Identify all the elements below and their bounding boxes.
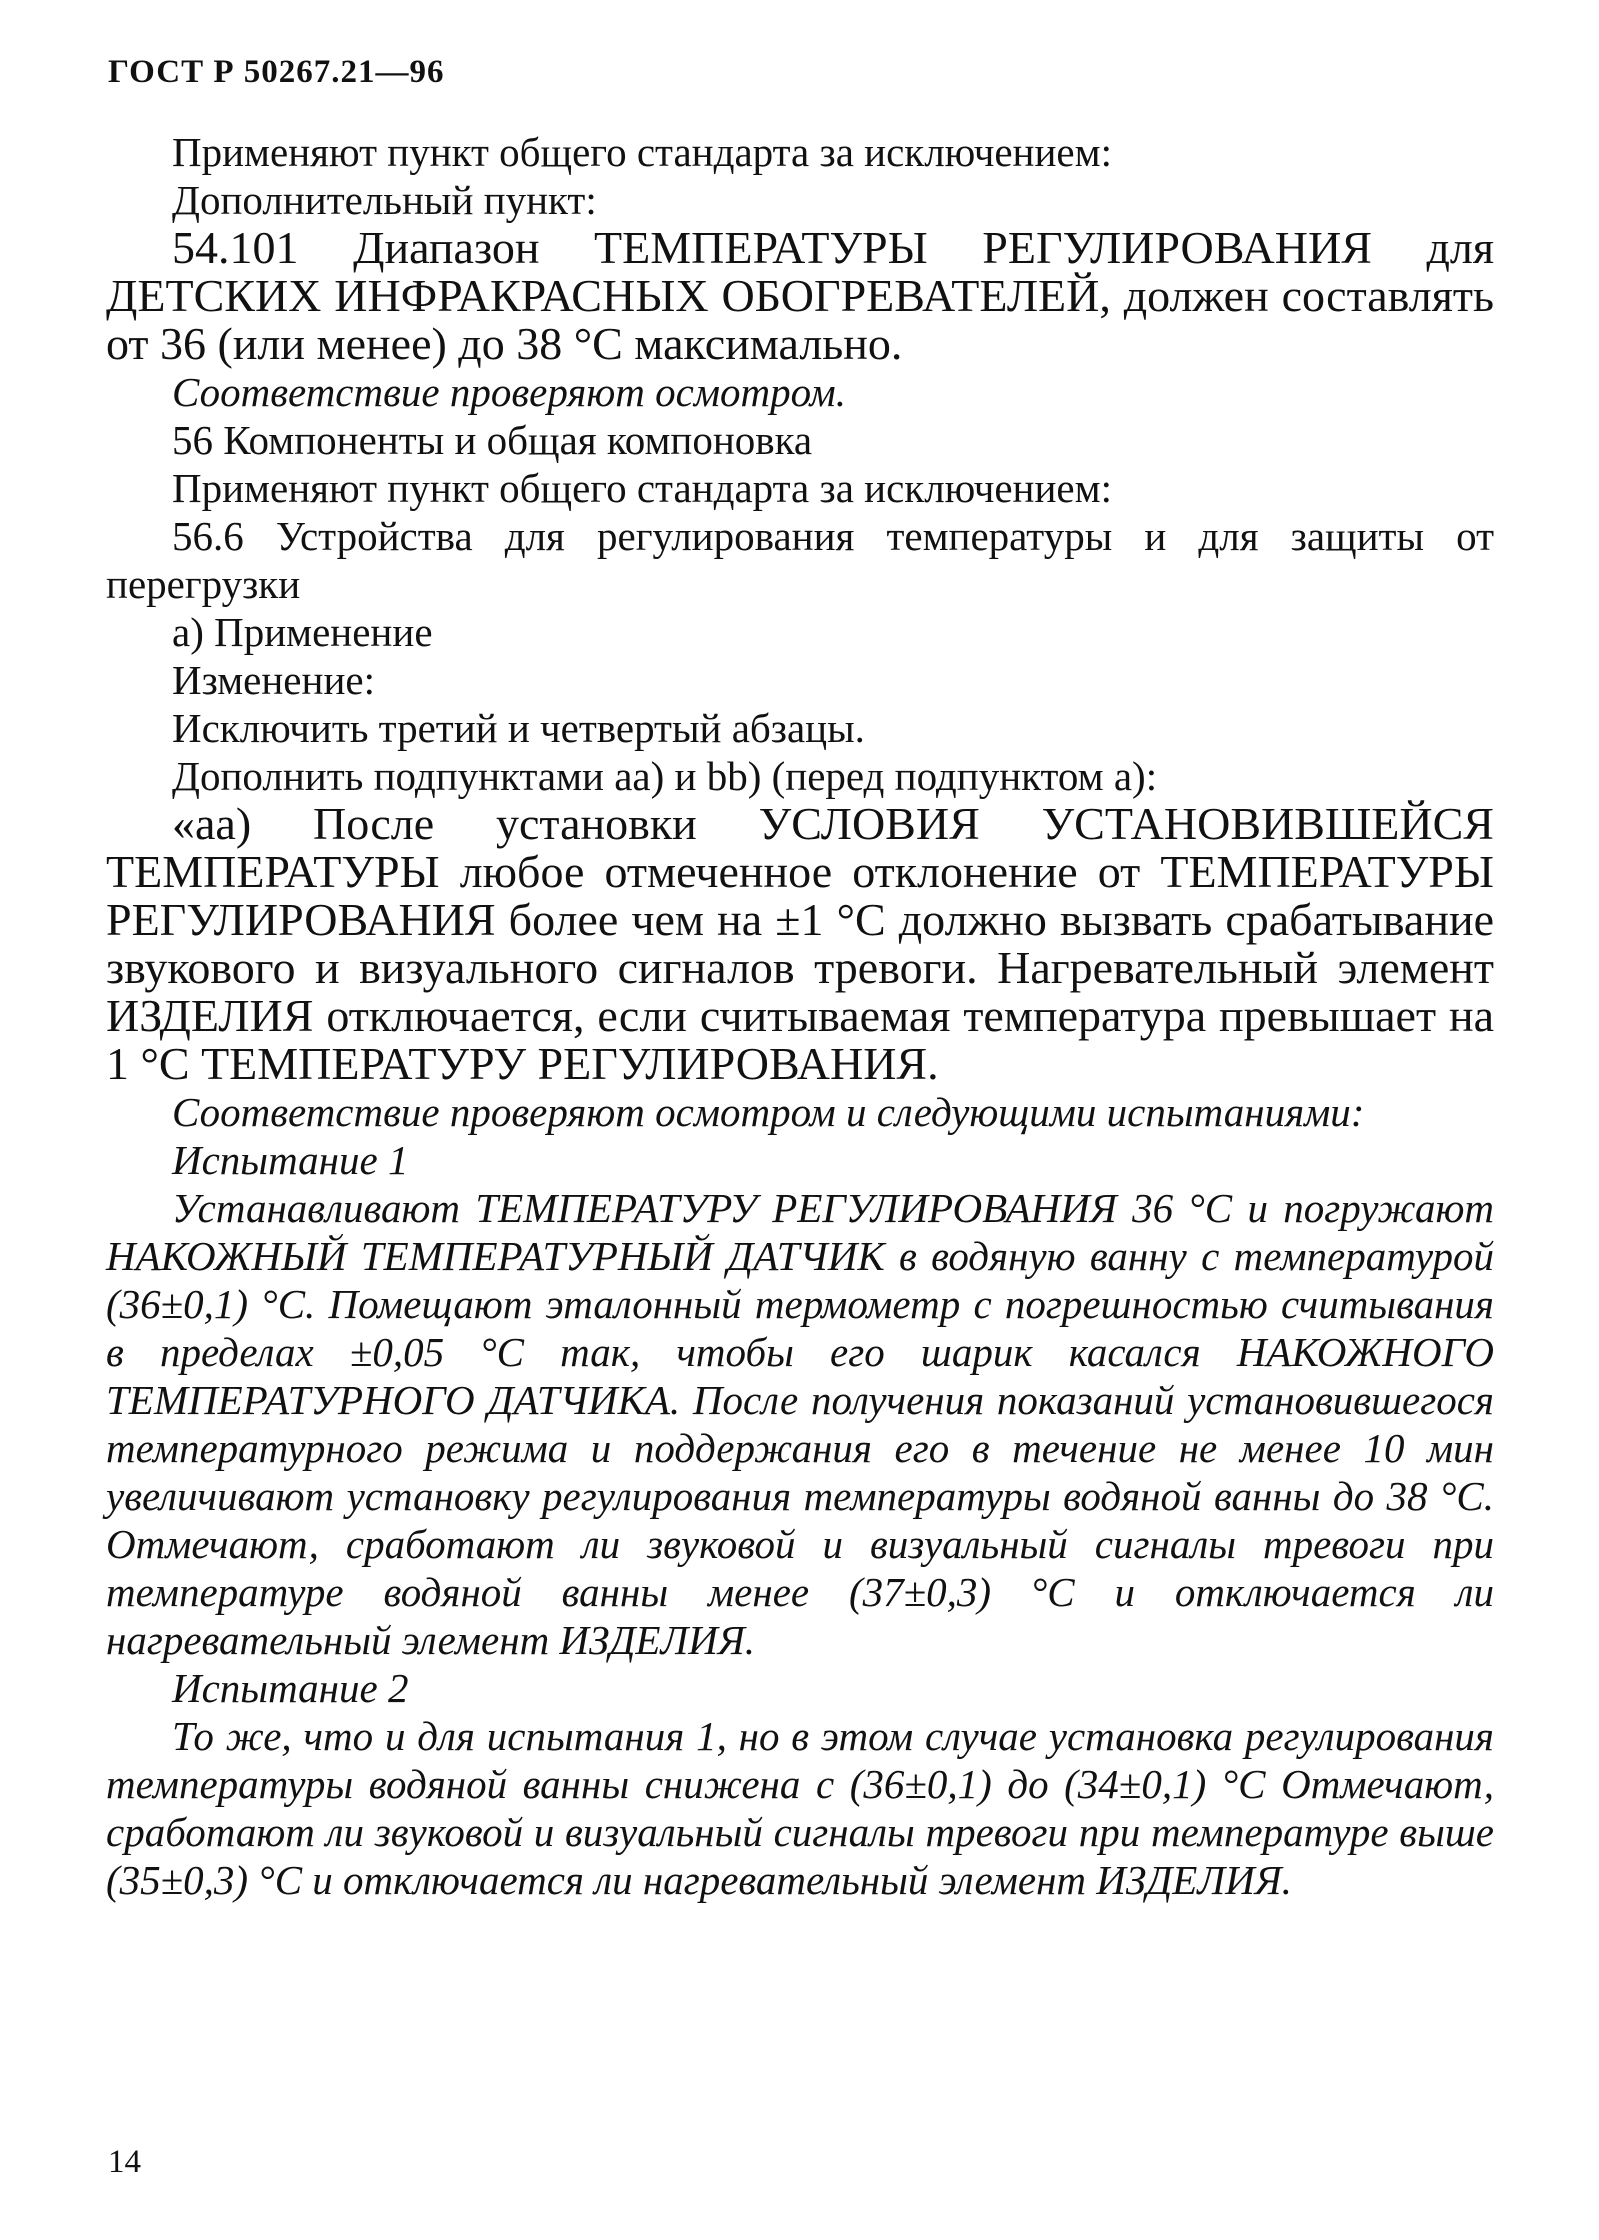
page-number: 14 [108, 2144, 141, 2180]
paragraph-54-101: 54.101 Диапазон ТЕМПЕРАТУРЫ РЕГУЛИРОВАНИЯ для ДЕТСКИХ ИНФРАКРАСНЫХ ОБОГРЕВАТЕЛЕЙ, должен составлять от 36 (или менее) до 38 °С максимально. [106, 222, 1494, 369]
paragraph-application: а) Применение [172, 609, 433, 655]
test-1-body: Устанавливают ТЕМПЕРАТУРУ РЕГУЛИРОВАНИЯ 36 °С и погружают НАКОЖНЫЙ ТЕМПЕРАТУРНЫЙ ДАТЧИК в водяную ванну с температурой (36±0,1) °С. Помещают эталонный термометр с погрешностью считывания в пределах ±0,05 °С так, чтобы его шарик касался НАКОЖНОГО ТЕМПЕРАТУРНОГО ДАТЧИКА. После получения показаний установившегося температурного режима и поддержания его в течение не менее 10 мин увеличивают установку регулирования температуры водяной ванны до 38 °С. Отмечают, сработают ли звуковой и визуальный сигналы тревоги при температуре водяной ванны менее (37±0,3) °С и отключается ли нагревательный элемент ИЗДЕЛИЯ. [106, 1185, 1494, 1663]
paragraph-additional-item: Дополнительный пункт: [172, 177, 597, 223]
paragraph-change: Изменение: [172, 657, 375, 703]
test-2-body: То же, что и для испытания 1, но в этом случае установка регулирования температуры водяной ванны снижена с (36±0,1) до (34±0,1) °С Отмечают, сработают ли звуковой и визуальный сигналы тревоги при температуре выше (35±0,3) °С и отключается ли нагревательный элемент ИЗДЕЛИЯ. [106, 1713, 1494, 1903]
paragraph-apply-general-2: Применяют пункт общего стандарта за исключением: [172, 465, 1112, 511]
standard-header: ГОСТ Р 50267.21—96 [108, 54, 445, 90]
test-1-heading: Испытание 1 [172, 1137, 409, 1183]
paragraph-56-6: 56.6 Устройства для регулирования температуры и для защиты от перегрузки [106, 513, 1494, 607]
paragraph-exclude: Исключить третий и четвертый абзацы. [172, 705, 865, 751]
paragraph-compliance-inspection: Соответствие проверяют осмотром. [172, 369, 846, 415]
test-2-heading: Испытание 2 [172, 1665, 409, 1711]
paragraph-compliance-tests: Соответствие проверяют осмотром и следующими испытаниями: [172, 1089, 1365, 1135]
paragraph-apply-general: Применяют пункт общего стандарта за исключением: [172, 129, 1112, 175]
section-heading-56: 56 Компоненты и общая компоновка [172, 417, 813, 463]
document-body [106, 128, 1494, 1904]
paragraph-supplement: Дополнить подпунктами аа) и bb) (перед подпунктом а): [172, 753, 1158, 799]
paragraph-aa: «аа) После установки УСЛОВИЯ УСТАНОВИВШЕЙСЯ ТЕМПЕРАТУРЫ любое отмеченное отклонение от ТЕМПЕРАТУРЫ РЕГУЛИРОВАНИЯ более чем на ±1 °С должно вызвать срабатывание звукового и визуального сигналов тревоги. Нагревательный элемент ИЗДЕЛИЯ отключается, если считываемая температура превышает на 1 °С ТЕМПЕРАТУРУ РЕГУЛИРОВАНИЯ. [106, 798, 1494, 1089]
